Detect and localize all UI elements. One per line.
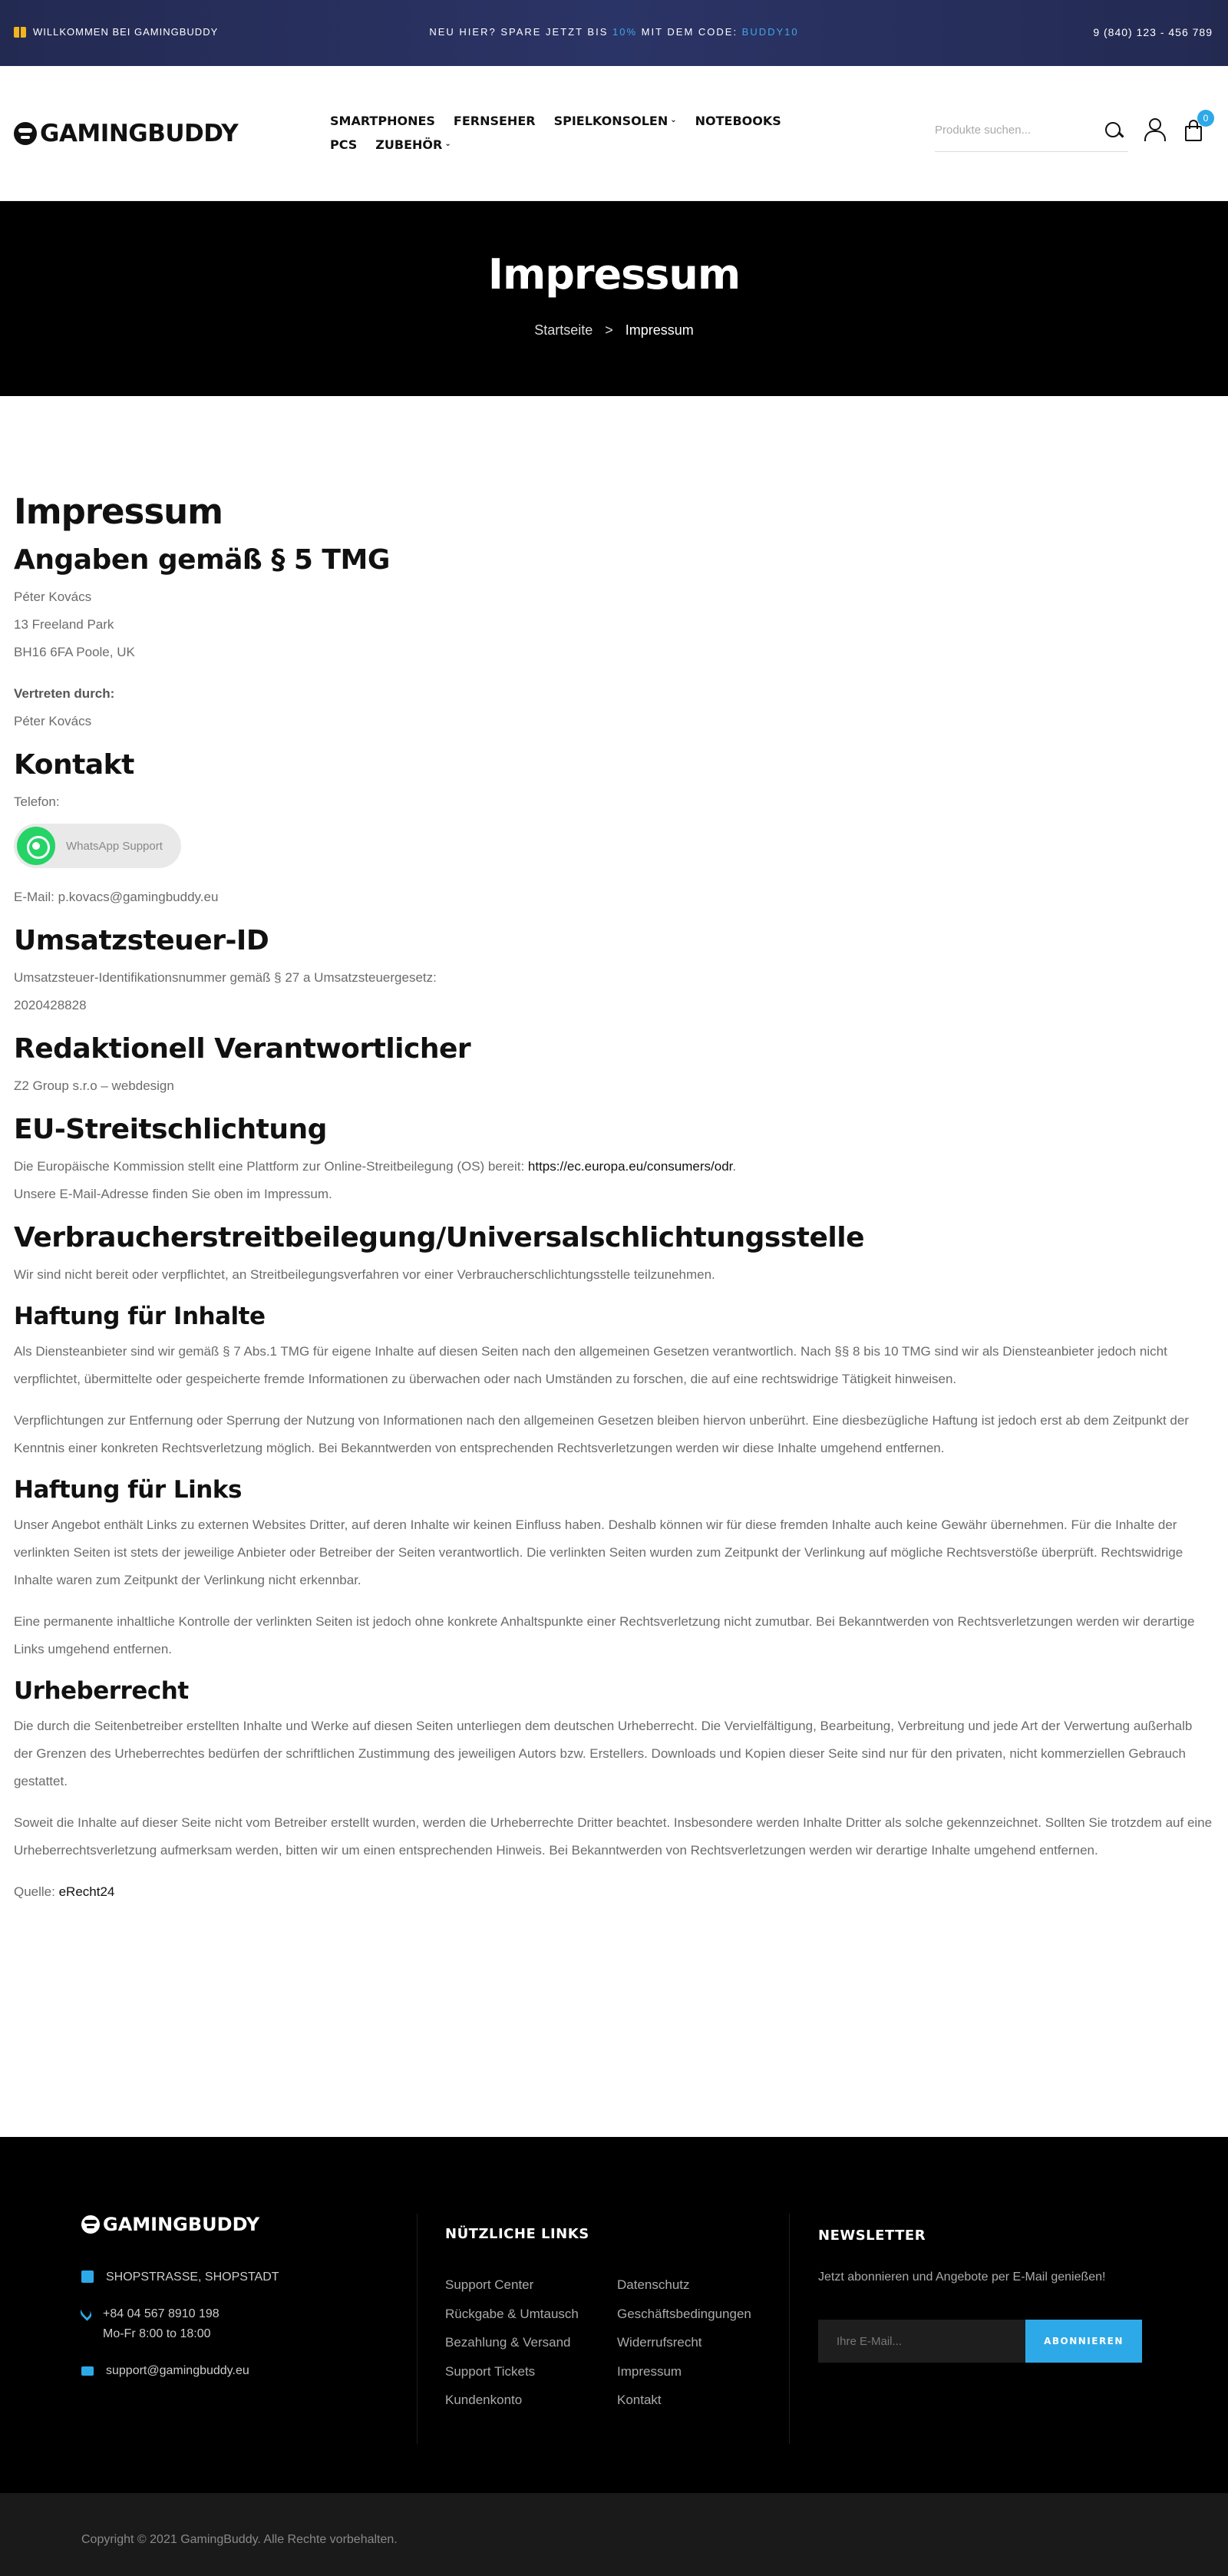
source-line bbox=[14, 1878, 1213, 1906]
search-input[interactable] bbox=[935, 124, 1088, 137]
footer-link-returns[interactable]: Rückgabe & Umtausch bbox=[445, 2306, 579, 2321]
footer-link-tickets[interactable]: Support Tickets bbox=[445, 2363, 536, 2379]
footer-link-terms[interactable]: Geschäftsbedingungen bbox=[617, 2306, 751, 2321]
owner-name: Péter Kovács bbox=[14, 590, 92, 604]
nav-label: PCS bbox=[330, 137, 358, 152]
gamer-mascot-icon bbox=[81, 2215, 100, 2234]
mail-icon bbox=[81, 2366, 94, 2376]
opening-hours: Mo-Fr 8:00 to 18:00 bbox=[103, 2327, 211, 2340]
chevron-down-icon: ⌄ bbox=[444, 140, 451, 148]
period: . bbox=[732, 1159, 737, 1174]
section-heading-kontakt: Kontakt bbox=[14, 749, 134, 781]
vat-block bbox=[14, 964, 1213, 1019]
nav-item-zubehoer[interactable] bbox=[375, 137, 451, 152]
nav-label: SPIELKONSOLEN bbox=[553, 114, 668, 128]
newsletter-form bbox=[818, 2320, 1142, 2363]
section-heading-verbraucher: Verbraucherstreitbeilegung/Universalschlichtungsstelle bbox=[14, 1222, 864, 1253]
phone-number[interactable]: +84 04 567 8910 198 bbox=[103, 2307, 220, 2320]
nav-label: SMARTPHONES bbox=[330, 114, 435, 128]
source-label: Quelle: bbox=[14, 1884, 59, 1899]
representative-name: Péter Kovács bbox=[14, 714, 92, 728]
site-logo[interactable] bbox=[14, 120, 238, 147]
cart-count-badge: 0 bbox=[1197, 110, 1214, 127]
nav-label: NOTEBOOKS bbox=[695, 114, 781, 128]
erecht24-link[interactable]: eRecht24 bbox=[58, 1884, 115, 1899]
address-block bbox=[14, 583, 1213, 666]
nav-item-smartphones[interactable] bbox=[330, 114, 435, 128]
links-column-2 bbox=[617, 2271, 751, 2415]
newsletter-title: NEWSLETTER bbox=[818, 2228, 926, 2244]
editor-text: Z2 Group s.r.o – webdesign bbox=[14, 1078, 174, 1093]
section-heading-redaktion: Redaktionell Verantwortlicher bbox=[14, 1033, 471, 1065]
links-column-1 bbox=[445, 2271, 579, 2415]
breadcrumb-home[interactable]: Startseite bbox=[534, 322, 593, 338]
vat-number: 2020428828 bbox=[14, 998, 87, 1012]
footer-link-account[interactable]: Kundenkonto bbox=[445, 2393, 523, 2407]
section-heading-haftung-links: Haftung für Links bbox=[14, 1476, 242, 1504]
search-bar bbox=[935, 109, 1128, 152]
liability-content-p2: Verpflichtungen zur Entfernung oder Sperrung der Nutzung von Informationen nach den allgemeinen Gesetzen bleiben hiervon unberührt. Eine diesbezügliche Haftung ist jedoch erst ab dem Zeitpunkt der Kenntnis einer konkreten Rechtsverletzung möglich. Bei Bekanntwerden von entsprechenden Rechtsverletzungen werden wir diese Inhalte umgehend entfernen. bbox=[14, 1413, 1189, 1455]
eu-dispute-text bbox=[14, 1153, 1213, 1208]
promo-code: BUDDY10 bbox=[741, 26, 799, 38]
whatsapp-icon bbox=[17, 827, 55, 865]
footer-address bbox=[81, 2267, 279, 2287]
footer-link-support-center[interactable]: Support Center bbox=[445, 2277, 534, 2292]
footer-divider bbox=[789, 2214, 790, 2444]
copyright-text: Copyright © 2021 GamingBuddy. Alle Rechte vorbehalten. bbox=[81, 2533, 398, 2546]
promo-percent: 10% bbox=[612, 26, 638, 38]
links-title: NÜTZLICHE LINKS bbox=[445, 2226, 589, 2242]
phone-icon bbox=[78, 2306, 94, 2321]
site-footer bbox=[0, 2137, 1228, 2493]
page-title: Impressum bbox=[14, 491, 223, 532]
copyright-p2: Soweit die Inhalte auf dieser Seite nicht vom Betreiber erstellt wurden, werden die Urheberrechte Dritter beachtet. Insbesondere werden Inhalte Dritter als solche gekennzeichnet. Sollten Sie trotzdem auf eine Urheberrechtsverletzung aufmerksam werden, bitten wir um einen entsprechenden Hinweis. Bei Bekanntwerden von Rechtsverletzungen werden wir derartige Inhalte umgehend entfernen. bbox=[14, 1815, 1213, 1858]
street: 13 Freeland Park bbox=[14, 617, 114, 632]
newsletter-text: Jetzt abonnieren und Angebote per E-Mail genießen! bbox=[818, 2271, 1106, 2284]
footer-email bbox=[81, 2361, 279, 2381]
promo-prefix: NEU HIER? SPARE JETZT BIS bbox=[429, 26, 612, 38]
topbar-phone[interactable]: 9 (840) 123 - 456 789 bbox=[1093, 26, 1213, 38]
footer-phone bbox=[81, 2304, 279, 2344]
footer-link-withdrawal[interactable]: Widerrufsrecht bbox=[617, 2335, 702, 2350]
promo-message bbox=[0, 26, 1228, 38]
section-heading-ust: Umsatzsteuer-ID bbox=[14, 925, 269, 956]
user-icon[interactable] bbox=[1144, 118, 1165, 143]
logo-text: GAMINGBUDDY bbox=[40, 120, 239, 147]
city: BH16 6FA Poole, UK bbox=[14, 645, 135, 659]
top-announcement-bar bbox=[0, 0, 1228, 66]
newsletter-email-input[interactable] bbox=[818, 2320, 1025, 2363]
footer-bottom-bar bbox=[0, 2493, 1228, 2576]
section-heading-urheberrecht: Urheberrecht bbox=[14, 1677, 189, 1705]
vat-label: Umsatzsteuer-Identifikationsnummer gemäß § 27 a Umsatzsteuergesetz: bbox=[14, 970, 437, 985]
breadcrumb bbox=[0, 322, 1228, 339]
odr-link[interactable]: https://ec.europa.eu/consumers/odr bbox=[527, 1159, 733, 1174]
address-text: SHOPSTRASSE, SHOPSTADT bbox=[106, 2271, 279, 2284]
main-content bbox=[14, 491, 1213, 1920]
nav-item-fernseher[interactable] bbox=[454, 114, 536, 128]
search-icon[interactable] bbox=[1104, 121, 1124, 140]
representative-block bbox=[14, 680, 1213, 735]
section-heading-haftung-inhalte: Haftung für Inhalte bbox=[14, 1303, 266, 1330]
liability-content-p1: Als Diensteanbieter sind wir gemäß § 7 Abs.1 TMG für eigene Inhalte auf diesen Seiten nach den allgemeinen Gesetzen verantwortlich. Nach §§ 8 bis 10 TMG sind wir als Diensteanbieter jedoch nicht verpflichtet, übermittelte oder gespeicherte fremde Informationen zu überwachen oder nach Umständen zu forschen, die auf eine rechtswidrige Tätigkeit hinweisen. bbox=[14, 1344, 1167, 1386]
gamer-mascot-icon bbox=[14, 122, 37, 145]
breadcrumb-current: Impressum bbox=[625, 322, 694, 338]
contact-email: E-Mail: p.kovacs@gamingbuddy.eu bbox=[14, 890, 219, 904]
chevron-down-icon: ⌄ bbox=[670, 116, 677, 124]
promo-middle: MIT DEM CODE: bbox=[637, 26, 742, 38]
welcome-text: WILLKOMMEN BEI GAMINGBUDDY bbox=[33, 26, 219, 38]
nav-label: ZUBEHÖR bbox=[375, 137, 443, 152]
nav-item-notebooks[interactable] bbox=[695, 114, 781, 128]
footer-link-privacy[interactable]: Datenschutz bbox=[617, 2277, 690, 2292]
section-heading-tmg: Angaben gemäß § 5 TMG bbox=[14, 544, 390, 576]
main-navigation bbox=[330, 114, 821, 152]
building-icon bbox=[81, 2271, 94, 2283]
subscribe-button[interactable]: ABONNIEREN bbox=[1025, 2320, 1142, 2363]
footer-logo[interactable] bbox=[81, 2214, 259, 2235]
section-heading-eu: EU-Streitschlichtung bbox=[14, 1114, 327, 1145]
liability-links-p1: Unser Angebot enthält Links zu externen Websites Dritter, auf deren Inhalte wir keinen Einfluss haben. Deshalb können wir für diese fremden Inhalte auch keine Gewähr übernehmen. Für die Inhalte der verlinkten Seiten ist stets der jeweilige Anbieter oder Betreiber der Seiten verantwortlich. Die verlinkten Seiten wurden zum Zeitpunkt der Verlinkung auf mögliche Rechtsverstöße überprüft. Rechtswidrige Inhalte waren zum Zeitpunkt der Verlinkung nicht erkennbar. bbox=[14, 1518, 1183, 1587]
footer-contact bbox=[81, 2267, 279, 2398]
site-header bbox=[0, 66, 1228, 201]
footer-divider bbox=[417, 2214, 418, 2444]
whatsapp-label: WhatsApp Support bbox=[66, 839, 163, 853]
banner-title: Impressum bbox=[487, 250, 741, 299]
footer-link-contact[interactable]: Kontakt bbox=[617, 2393, 662, 2407]
liability-links-p2: Eine permanente inhaltliche Kontrolle der verlinkten Seiten ist jedoch ohne konkrete Anhaltspunkte einer Rechtsverletzung nicht zumutbar. Bei Bekanntwerden von Rechtsverletzungen werden wir derartige Links umgehend entfernen. bbox=[14, 1614, 1195, 1656]
nav-label: FERNSEHER bbox=[453, 114, 536, 128]
footer-link-impressum[interactable]: Impressum bbox=[617, 2363, 682, 2379]
nav-item-spielkonsolen[interactable] bbox=[554, 114, 677, 128]
consumer-text: Wir sind nicht bereit oder verpflichtet, an Streitbeilegungsverfahren vor einer Verbraucherschlichtungsstelle teilzunehmen. bbox=[14, 1267, 715, 1282]
page-banner bbox=[0, 201, 1228, 396]
eu-text: Die Europäische Kommission stellt eine Plattform zur Online-Streitbeilegung (OS) bereit: bbox=[14, 1159, 528, 1174]
nav-item-pcs[interactable] bbox=[330, 137, 357, 152]
phone-label: Telefon: bbox=[14, 794, 60, 809]
footer-link-payment[interactable]: Bezahlung & Versand bbox=[445, 2335, 571, 2350]
phone-block bbox=[103, 2304, 220, 2344]
copyright-p1: Die durch die Seitenbetreiber erstellten Inhalte und Werke auf diesen Seiten unterliegen dem deutschen Urheberrecht. Die Vervielfältigung, Bearbeitung, Verbreitung und jede Art der Verwertung außerhalb der Grenzen des Urheberrechtes bedürfen der schriftlichen Zustimmung des jeweiligen Autors bzw. Erstellers. Downloads und Kopien dieser Seite sind nur für den privaten, nicht kommerziellen Gebrauch gestattet. bbox=[14, 1719, 1193, 1788]
email-link[interactable]: support@gamingbuddy.eu bbox=[106, 2364, 249, 2377]
breadcrumb-separator: > bbox=[605, 322, 613, 338]
footer-logo-text: GAMINGBUDDY bbox=[103, 2214, 260, 2235]
whatsapp-support-button[interactable] bbox=[14, 824, 181, 868]
representative-label: Vertreten durch: bbox=[14, 686, 115, 701]
eu-text-2: Unsere E-Mail-Adresse finden Sie oben im Impressum. bbox=[14, 1187, 332, 1201]
